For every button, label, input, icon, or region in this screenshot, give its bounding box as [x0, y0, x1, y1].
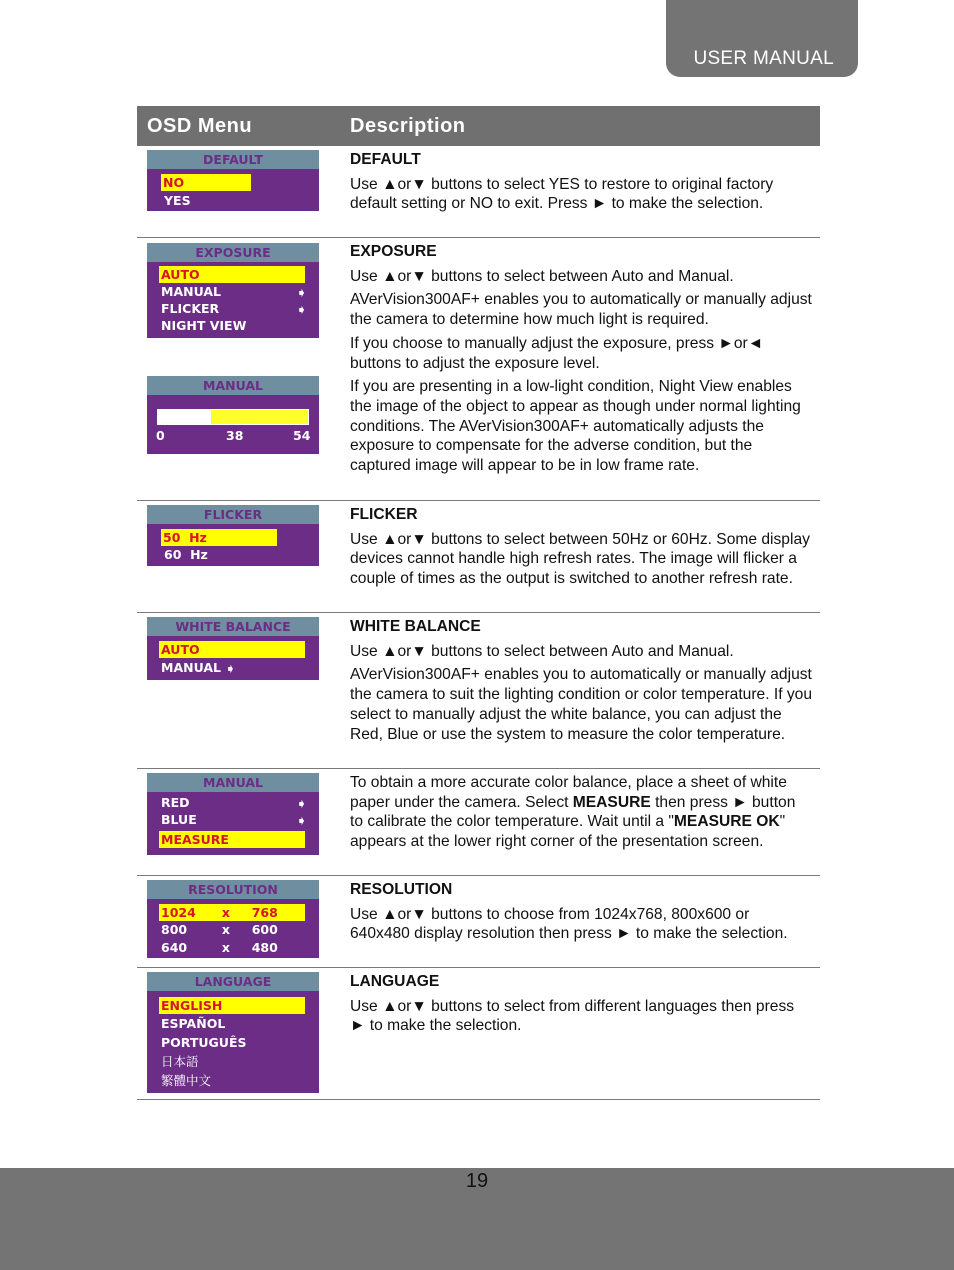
- bold-measure: MEASURE: [572, 793, 651, 811]
- scale-min: 0: [156, 428, 165, 443]
- description-exposure: [350, 242, 812, 480]
- table-row-default: [137, 146, 820, 238]
- table-row-white-balance: [137, 613, 820, 769]
- text-segment: " appears at the lower right corner of the presentation screen.: [350, 813, 786, 851]
- osd-item-measure: MEASURE: [159, 831, 305, 848]
- osd-title: DEFAULT: [147, 150, 319, 169]
- osd-title: MANUAL: [147, 376, 319, 395]
- paragraph: Use ▲or▼ buttons to select YES to restore to original factory default setting or NO to exit. Press ► to make the selection.: [350, 175, 774, 213]
- table-row-language: [137, 968, 820, 1100]
- osd-title: MANUAL: [147, 773, 319, 792]
- osd-white-balance-menu: [147, 617, 319, 680]
- user-manual-tab: [666, 0, 858, 77]
- paragraph: Use ▲or▼ buttons to select between 50Hz or 60Hz. Some display devices cannot handle high refresh rates. The image will flicker a couple of times as the output is switched to another refresh rate.: [350, 530, 810, 588]
- osd-title: RESOLUTION: [147, 880, 319, 899]
- text-segment: To obtain a more accurate color balance, place a sheet of white paper under the camera. Select: [350, 774, 787, 811]
- osd-item-flicker: FLICKER: [161, 301, 220, 316]
- paragraph: If you are presenting in a low-light condition, Night View enables the image of the object to appear as though under normal lighting conditions. The AVerVision300AF+ automatically adjusts the exposure to compensate for the adverse condition, but the captured image will appear to be in low frame rate.: [350, 378, 801, 475]
- arrow-right-icon: ➧: [296, 796, 307, 811]
- osd-exposure-manual-menu: [147, 376, 319, 454]
- table-row-exposure: [137, 238, 820, 501]
- arrow-right-icon: ➧: [296, 813, 307, 828]
- osd-language-menu: [147, 972, 319, 1093]
- osd-item-portugues: PORTUGUÊS: [161, 1035, 247, 1050]
- osd-title: EXPOSURE: [147, 243, 319, 262]
- arrow-right-icon: ➧: [296, 285, 307, 300]
- description-default: [350, 150, 812, 218]
- osd-title: LANGUAGE: [147, 972, 319, 991]
- section-title: RESOLUTION: [350, 881, 453, 898]
- osd-item-manual: MANUAL: [161, 660, 221, 675]
- table-row-flicker: [137, 501, 820, 613]
- osd-item-espanol: ESPAÑOL: [161, 1016, 226, 1031]
- osd-item-english: ENGLISH: [159, 997, 305, 1014]
- paragraph: [350, 773, 812, 852]
- osd-item-chinese: 繁體中文: [161, 1073, 212, 1088]
- paragraph: Use ▲or▼ buttons to choose from 1024x768, 800x600 or 640x480 display resolution then press ► to make the selection.: [350, 905, 788, 943]
- exposure-level-bar: [157, 409, 309, 425]
- paragraph: Use ▲or▼ buttons to select between Auto and Manual.: [350, 642, 734, 660]
- osd-item-auto: AUTO: [159, 266, 305, 283]
- paragraph: AVerVision300AF+ enables you to automatically or manually adjust the camera to determine how much light is required.: [350, 291, 812, 329]
- table-header: [137, 106, 820, 146]
- osd-default-menu: [147, 150, 319, 211]
- osd-item-night-view: NIGHT VIEW: [161, 318, 247, 333]
- section-title: WHITE BALANCE: [350, 618, 481, 635]
- description-language: [350, 972, 812, 1040]
- osd-item-yes: YES: [164, 193, 191, 208]
- arrow-right-icon: ➧: [296, 302, 307, 317]
- section-title: DEFAULT: [350, 151, 421, 168]
- text-segment: then press ► button to calibrate the color temperature. Wait until a ": [350, 793, 796, 831]
- table-row-resolution: [137, 876, 820, 968]
- paragraph: Use ▲or▼ buttons to select between Auto and Manual.: [350, 267, 734, 285]
- paragraph: AVerVision300AF+ enables you to automatically or manually adjust the camera to suit the lighting condition or color temperature. If you select to manually adjust the white balance, you can adjust the Red, Blue or use the system to measure the color temperature.: [350, 666, 812, 743]
- osd-item-60hz: 60 Hz: [164, 547, 208, 562]
- section-title: EXPOSURE: [350, 243, 437, 260]
- section-title: FLICKER: [350, 506, 418, 523]
- osd-flicker-menu: [147, 505, 319, 566]
- description-resolution: [350, 880, 812, 948]
- table-row-wb-manual: [137, 769, 820, 876]
- exposure-level-fill: [158, 410, 211, 424]
- description-flicker: [350, 505, 812, 593]
- section-title: LANGUAGE: [350, 973, 440, 990]
- paragraph: If you choose to manually adjust the exposure, press ►or◄ buttons to adjust the exposure level.: [350, 334, 764, 372]
- scale-max: 54: [293, 428, 311, 443]
- description-wb-manual: [350, 773, 812, 856]
- osd-item-red: RED: [161, 795, 190, 810]
- osd-wb-manual-menu: [147, 773, 319, 855]
- description-white-balance: [350, 617, 812, 748]
- osd-resolution-menu: [147, 880, 319, 958]
- user-manual-label: USER MANUAL: [693, 48, 834, 69]
- osd-item-1024x768: 1024 x 768: [159, 904, 305, 921]
- header-description: Description: [350, 115, 466, 137]
- osd-item-japanese: 日本語: [161, 1054, 199, 1069]
- osd-item-auto: AUTO: [159, 641, 305, 658]
- osd-item-640x480: 640 x 480: [161, 940, 278, 955]
- osd-item-blue: BLUE: [161, 812, 197, 827]
- osd-item-50hz: 50 Hz: [161, 529, 277, 546]
- paragraph: Use ▲or▼ buttons to select from different languages then press ► to make the selection.: [350, 997, 795, 1035]
- bold-measure-ok: MEASURE OK: [673, 813, 780, 831]
- osd-title: WHITE BALANCE: [147, 617, 319, 636]
- osd-title: FLICKER: [147, 505, 319, 524]
- header-osd-menu: OSD Menu: [147, 115, 253, 137]
- osd-item-manual: MANUAL: [161, 284, 221, 299]
- page-number: 19: [465, 1170, 489, 1192]
- osd-item-800x600: 800 x 600: [161, 922, 278, 937]
- arrow-right-icon: ➧: [225, 661, 236, 676]
- scale-value: 38: [226, 428, 244, 443]
- osd-exposure-menu: [147, 243, 319, 338]
- osd-item-no: NO: [161, 174, 251, 191]
